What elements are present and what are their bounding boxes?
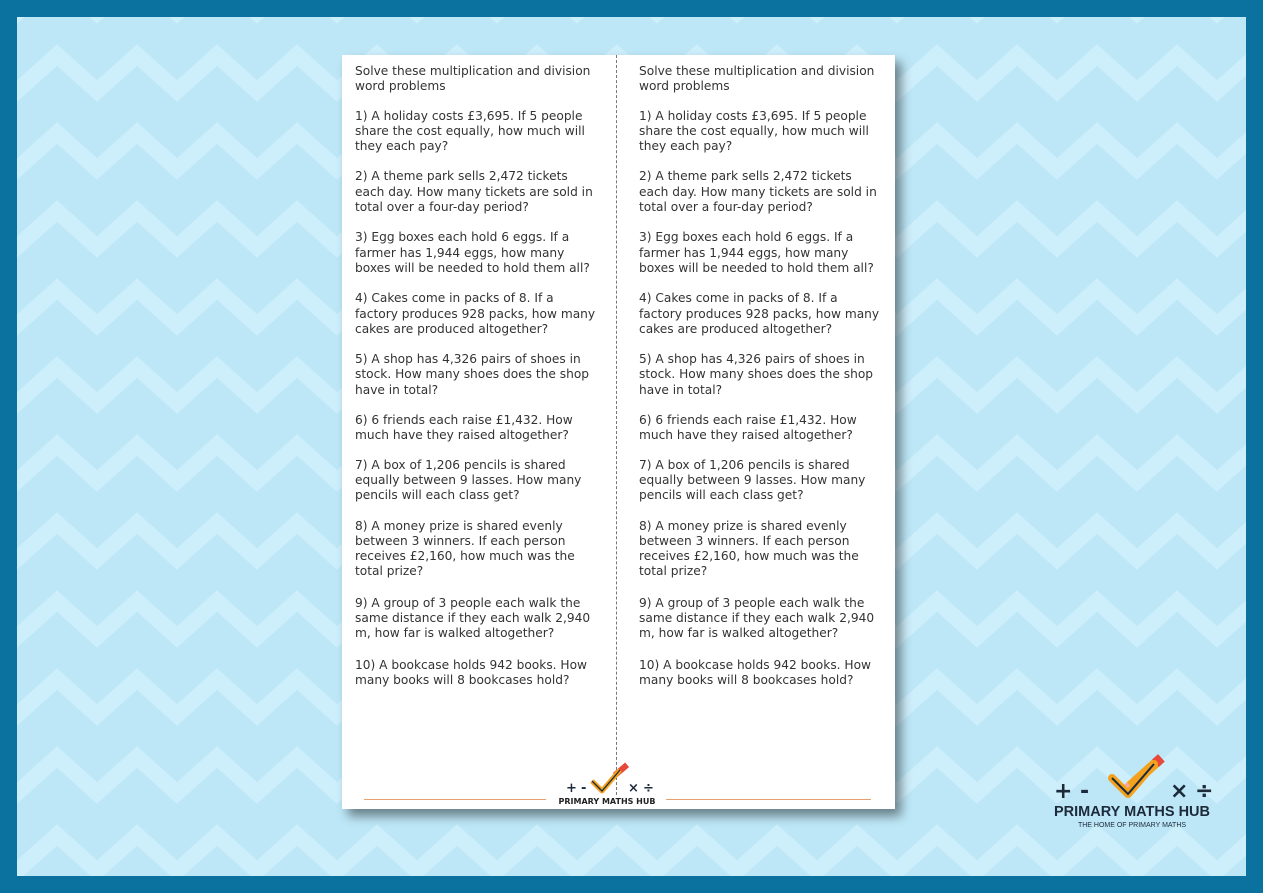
problem-item: 7) A box of 1,206 pencils is shared equally between 9 lasses. How many pencils will each class get? bbox=[639, 457, 866, 503]
plus-symbol-icon: + bbox=[1054, 779, 1073, 804]
problem-item: 8) A money prize is shared evenly between 3 winners. If each person receives £2,160, how much was the total prize? bbox=[355, 518, 575, 579]
problem-item: 1) A holiday costs £3,695. If 5 people share the cost equally, how much will they each pay? bbox=[639, 108, 869, 154]
brand-logo bbox=[1040, 752, 1224, 832]
worksheet-heading: Solve these multiplication and division word problems bbox=[355, 64, 591, 94]
problem-item: 4) Cakes come in packs of 8. If a factory produces 928 packs, how many cakes are produced altogether? bbox=[639, 291, 880, 336]
worksheet-footer-logo bbox=[548, 761, 666, 809]
brand-tagline: THE HOME OF PRIMARY MATHS bbox=[1077, 822, 1187, 829]
problem-item: 4) Cakes come in packs of 8. If a factory produces 928 packs, how many cakes are produced altogether? bbox=[355, 291, 596, 336]
worksheet-heading: Solve these multiplication and division word problems bbox=[639, 64, 875, 94]
problem-item: 2) A theme park sells 2,472 tickets each day. How many tickets are sold in total over a four-day period? bbox=[355, 169, 593, 215]
problem-item: 10) A bookcase holds 942 books. How many books will 8 bookcases hold? bbox=[639, 657, 872, 687]
minus-symbol-icon: - bbox=[1080, 779, 1090, 804]
times-symbol-icon: × bbox=[628, 781, 639, 796]
problem-item: 5) A shop has 4,326 pairs of shoes in stock. How many shoes does the shop have in total? bbox=[639, 352, 874, 397]
divide-symbol-icon: ÷ bbox=[643, 781, 654, 796]
footer-rule-right bbox=[666, 799, 871, 800]
chevron-stripe bbox=[17, 835, 1246, 871]
problem-item: 3) Egg boxes each hold 6 eggs. If a farmer has 1,944 eggs, how many boxes will be needed to hold them all? bbox=[639, 230, 874, 275]
problem-item: 10) A bookcase holds 942 books. How many books will 8 bookcases hold? bbox=[355, 657, 588, 687]
checkmark-pencil-icon bbox=[1040, 752, 1224, 804]
problem-item: 7) A box of 1,206 pencils is shared equally between 9 lasses. How many pencils will each class get? bbox=[355, 457, 582, 503]
footer-brand-name: PRIMARY MATHS HUB bbox=[558, 797, 656, 806]
worksheet-column-right bbox=[639, 64, 884, 688]
problem-item: 6) 6 friends each raise £1,432. How much have they raised altogether? bbox=[355, 413, 573, 443]
footer-rule-left bbox=[364, 799, 546, 800]
plus-symbol-icon: + bbox=[566, 781, 577, 796]
worksheet-column-left bbox=[355, 64, 600, 688]
problem-item: 9) A group of 3 people each walk the same distance if they each walk 2,940 m, how far is walked altogether? bbox=[355, 595, 591, 641]
problem-item: 2) A theme park sells 2,472 tickets each day. How many tickets are sold in total over a four-day period? bbox=[639, 169, 877, 215]
times-symbol-icon: × bbox=[1170, 779, 1189, 804]
cut-line bbox=[616, 55, 617, 795]
divide-symbol-icon: ÷ bbox=[1195, 779, 1214, 804]
problem-item: 9) A group of 3 people each walk the same distance if they each walk 2,940 m, how far is walked altogether? bbox=[639, 595, 875, 641]
problem-list bbox=[639, 109, 884, 689]
problem-item: 1) A holiday costs £3,695. If 5 people share the cost equally, how much will they each pay? bbox=[355, 108, 585, 154]
brand-name: PRIMARY MATHS HUB bbox=[1053, 804, 1210, 820]
problem-item: 3) Egg boxes each hold 6 eggs. If a farmer has 1,944 eggs, how many boxes will be needed to hold them all? bbox=[355, 230, 590, 275]
worksheet-preview bbox=[342, 55, 895, 809]
math-symbols-checkmark-icon bbox=[548, 761, 666, 797]
problem-item: 6) 6 friends each raise £1,432. How much have they raised altogether? bbox=[639, 413, 857, 443]
problem-item: 8) A money prize is shared evenly between 3 winners. If each person receives £2,160, how much was the total prize? bbox=[639, 518, 859, 579]
minus-symbol-icon: - bbox=[581, 781, 587, 796]
problem-list bbox=[355, 109, 600, 689]
problem-item: 5) A shop has 4,326 pairs of shoes in stock. How many shoes does the shop have in total? bbox=[355, 352, 590, 397]
